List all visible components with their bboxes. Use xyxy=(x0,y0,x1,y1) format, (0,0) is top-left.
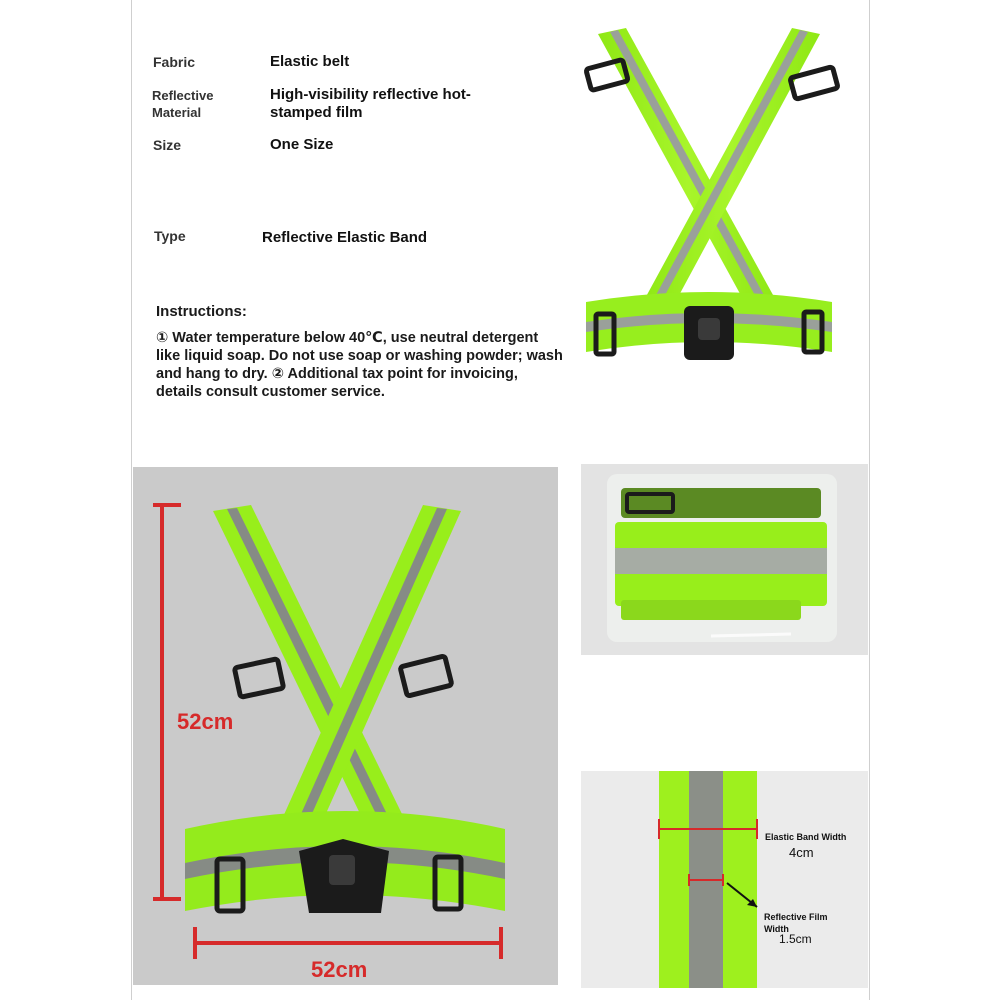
band-width-label: Elastic Band Width xyxy=(765,832,847,842)
band-width-value: 4cm xyxy=(789,845,814,860)
height-dimension-label: 52cm xyxy=(177,709,234,734)
type-label: Type xyxy=(154,228,186,244)
fabric-value: Elastic belt xyxy=(270,53,350,70)
type-value: Reflective Elastic Band xyxy=(262,229,428,246)
film-width-value: 1.5cm xyxy=(779,932,812,946)
width-dimension-label: 52cm xyxy=(311,957,368,982)
fabric-label: Fabric xyxy=(153,54,196,70)
film-width-label-line1: Reflective Film xyxy=(764,912,828,922)
packaged-product-photo xyxy=(581,464,868,655)
reflective-material-value-line2: stamped film xyxy=(270,104,363,121)
band-detail-photo xyxy=(581,771,868,988)
instructions-line-1: ① Water temperature below 40℃, use neutral detergent xyxy=(156,330,539,346)
reflective-material-label-line2: Material xyxy=(152,105,202,120)
instructions-line-3: and hang to dry. ② Additional tax point for invoicing, xyxy=(156,366,518,382)
reflective-material-value-line1: High-visibility reflective hot- xyxy=(270,86,471,103)
instructions-line-2: like liquid soap. Do not use soap or washing powder; wash xyxy=(156,348,563,364)
instructions-title: Instructions: xyxy=(156,303,247,320)
size-label: Size xyxy=(153,137,182,153)
product-photo-top xyxy=(578,14,840,374)
left-page-edge xyxy=(131,0,132,1000)
instructions-line-4: details consult customer service. xyxy=(156,384,385,400)
dimension-photo xyxy=(133,467,558,985)
size-value: One Size xyxy=(270,136,334,153)
right-page-edge xyxy=(869,0,870,1000)
instructions-body xyxy=(156,329,581,401)
film-width-label-line2: Width xyxy=(764,924,789,934)
reflective-material-label-line1: Reflective xyxy=(152,88,214,103)
